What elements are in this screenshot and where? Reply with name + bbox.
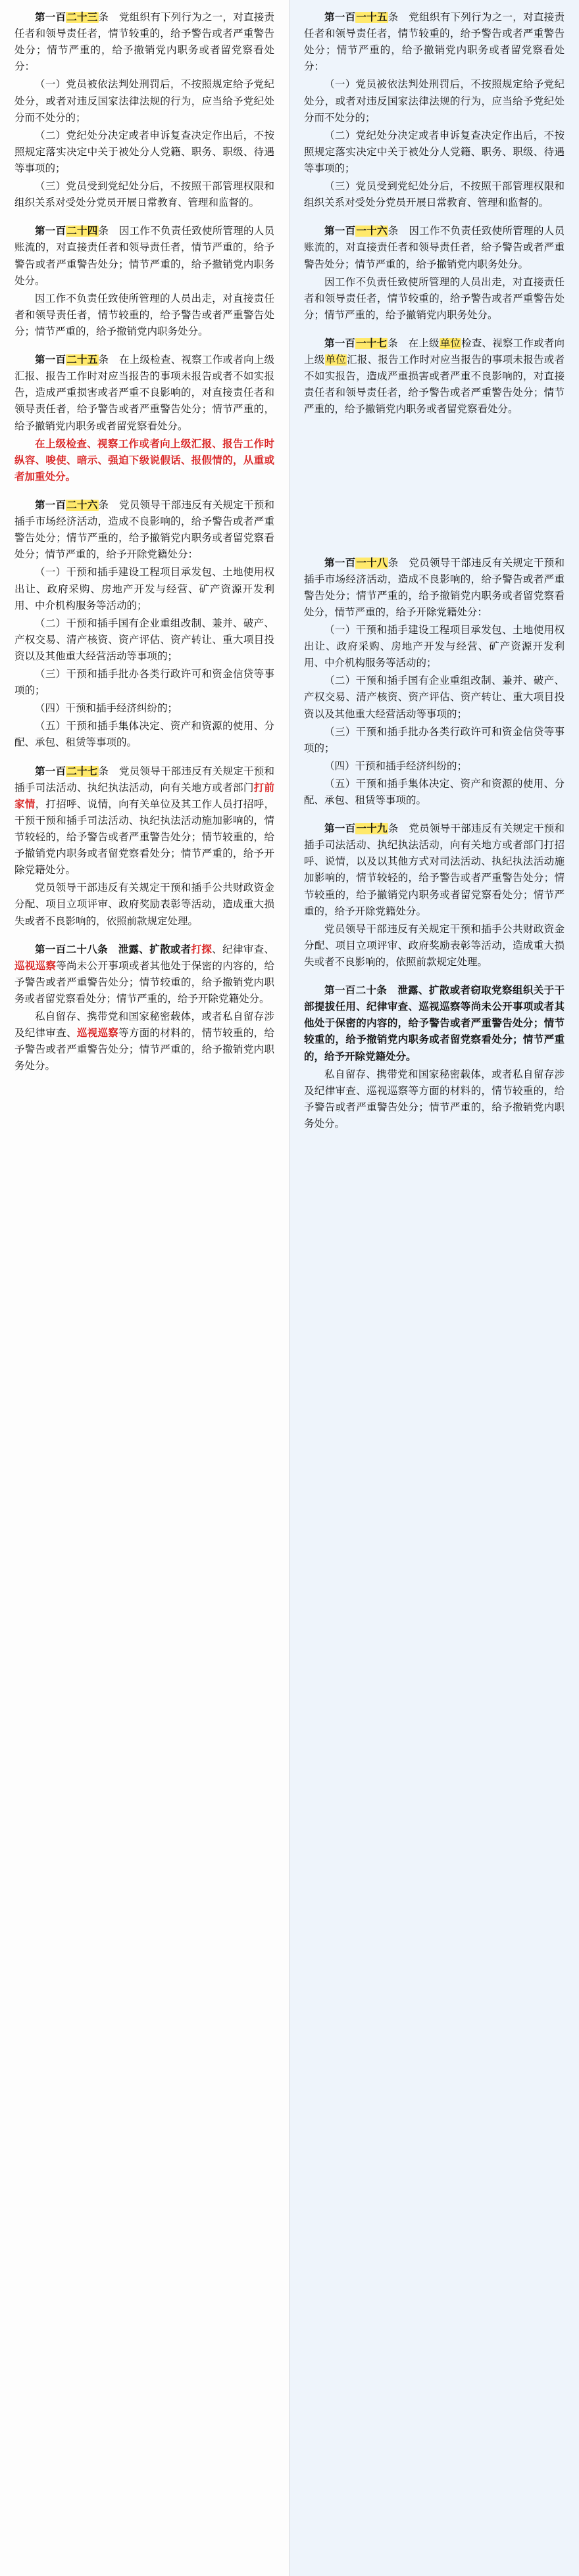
article-119-number-prefix: 第一百: [324, 823, 356, 835]
article-126-item-5: （五）干预和插手集体决定、资产和资源的使用、分配、承包、租赁等事项的。: [14, 721, 274, 749]
article-115: [304, 9, 565, 211]
article-118-heading-paragraph: [304, 555, 565, 621]
article-124-number-highlight: 二十四: [66, 226, 98, 237]
article-128-paragraph-2-red: 巡视巡察: [76, 1028, 119, 1039]
article-123-item-2: （二）党纪处分决定或者申诉复查决定作出后，不按照规定落实决定中关于被处分人党籍、职务、职级、待遇等事项的；: [14, 130, 274, 174]
article-115-item-1: （一）党员被依法判处刑罚后，不按照规定给予党纪处分，或者对违反国家法律法规的行为，应当给予党纪处分而不处分的；: [304, 79, 565, 124]
article-125: [14, 352, 274, 485]
article-128-paragraph-2-pre: 私自留存、携带党和国家秘密载体，或者私自留存涉及纪律审查、: [14, 1011, 274, 1039]
article-128-heading-middle: 、纪律审查、: [212, 943, 274, 955]
article-123-number-prefix: 第一百: [35, 12, 66, 23]
article-123-item-1: （一）党员被依法判处刑罚后，不按照规定给予党纪处分，或者对违反国家法律法规的行为，应当给予党纪处分而不处分的；: [14, 79, 274, 124]
article-117-heading-body-1: 条 在上级: [388, 337, 440, 349]
article-123-number-highlight: 二十三: [66, 12, 98, 23]
article-116-paragraph-2: 因工作不负责任致使所管理的人员出走，对直接责任者和领导责任者，情节较重的，给予警告或者严重警告处分；情节严重的，给予撤销党内职务处分。: [304, 276, 565, 321]
article-117-highlight-unit-1: 单位: [440, 337, 461, 349]
article-118-item-2: （二）干预和插手国有企业重组改制、兼并、破产、产权交易、清产核资、资产评估、资产转让、重大项目投资以及其他重大经营活动等事项的；: [304, 675, 565, 720]
article-127-heading-body-1: 条 党员领导干部违反有关规定干预和插手司法活动、执纪执法活动，向有关地方或者部门: [14, 765, 274, 794]
article-126-item-3: （三）干预和插手批办各类行政许可和资金信贷等事项的；: [14, 669, 274, 697]
article-119: [304, 821, 565, 970]
article-124-number-prefix: 第一百: [35, 226, 66, 237]
article-115-number-highlight: 一十五: [356, 12, 388, 23]
article-117-number-highlight: 一十七: [356, 337, 388, 349]
article-116-number-prefix: 第一百: [324, 226, 356, 237]
article-128-heading-paragraph: [14, 942, 274, 1007]
article-120-heading-text: 第一百二十条 泄露、扩散或者窃取党察组织关于干部提拔任用、纪律审查、巡视巡察等尚未公开事项或者其他处于保密的内容的，给予警告或者严重警告处分；情节较重的，给予撤销党内职务或者留党察看处分；情节严重的，给予开除党籍处分。: [304, 985, 565, 1062]
article-127-number-highlight: 二十七: [66, 765, 98, 777]
article-118-number-prefix: 第一百: [324, 557, 356, 569]
article-120-paragraph-2: 私自留存、携带党和国家秘密载体，或者私自留存涉及纪律审查、巡视巡察等方面的材料的，情节较重的，给予警告或者严重警告处分；情节严重的，给予撤销党内职务处分。: [304, 1068, 565, 1130]
article-124-heading-paragraph: [14, 223, 274, 289]
article-126-item-4: （四）干预和插手经济纠纷的；: [35, 703, 178, 715]
article-118-item-3: （三）干预和插手批办各类行政许可和资金信贷等事项的；: [304, 726, 565, 754]
article-128: [14, 942, 274, 1075]
article-119-number-highlight: 一十九: [356, 823, 388, 835]
article-116-heading-paragraph: [304, 223, 565, 272]
article-127-heading-body-2: ，打招呼、说情，向有关单位及其工作人员打招呼，干预干预和插手司法活动、执纪执法活动施加影响的，情节较轻的，给予警告或者严重警告处分；情节较重的，给予撤销党内职务或者留党察看处分；情节严重的，给予开除党籍处分。: [14, 798, 274, 876]
article-127: [14, 763, 274, 930]
article-118-item-1: （一）干预和插手建设工程项目承发包、土地使用权出让、政府采购、房地产开发与经营、矿产资源开发利用、中介机构服务等活动的；: [304, 624, 565, 669]
article-126: [14, 497, 274, 751]
article-115-item-3: （三）党员受到党纪处分后，不按照干部管理权限和组织关系对受处分党员开展日常教育、管理和监督的。: [304, 181, 565, 209]
article-118-number-highlight: 一十八: [356, 557, 388, 569]
article-116: [304, 223, 565, 323]
article-119-heading-body: 条 党员领导干部违反有关规定干预和插手司法活动、执纪执法活动，向有关地方或者部门打招呼、说情，以及以其他方式对司法活动、执纪执法活动施加影响的，情节较轻的，给予警告或者严重警告处分；情节较重的，给予撤销党内职务或者留党察看处分；情节严重的，给予开除党籍处分。: [304, 823, 565, 917]
article-124-heading-body: 条 因工作不负责任致使所管理的人员账流的，对直接责任者和领导责任者，情节严重的，给予警告或者严重警告处分；情节严重的，给予撤销党内职务处分。: [14, 226, 274, 287]
article-115-item-2: （二）党纪处分决定或者申诉复查决定作出后，不按照规定落实决定中关于被处分人党籍、职务、职级、待遇等事项的；: [304, 130, 565, 174]
article-120: [304, 982, 565, 1132]
article-125-number-highlight: 二十五: [66, 354, 98, 366]
article-127-paragraph-2: 党员领导干部违反有关规定干预和插手公共财政资金分配、项目立项评审、政府奖励表彰等活动，造成重大损失或者不良影响的，依照前款规定处理。: [14, 882, 274, 927]
article-118-heading-body: 条 党员领导干部违反有关规定干预和插手市场经济活动，造成不良影响的，给予警告或者严重警告处分；情节严重的，给予撤销党内职务或者留党察看处分，情节严重的，给予开除党籍处分：: [304, 557, 565, 618]
article-117-heading-body-2: 检查、视察工作或者向上级: [304, 337, 565, 366]
article-125-emphasis-paragraph: 在上级检查、视察工作或者向上级汇报、报告工作时纵容、唆使、暗示、强迫下级说假话、报假情的，从重或者加重处分。: [14, 438, 274, 483]
article-126-heading-body: 条 党员领导干部违反有关规定干预和插手市场经济活动，造成不良影响的，给予警告或者严重警告处分；情节严重的，给予撤销党内职务或者留党察看处分；情节严重的，给予开除党籍处分：: [14, 499, 274, 561]
article-119-paragraph-2: 党员领导干部违反有关规定干预和插手公共财政资金分配、项目立项评审、政府奖励表彰等活动，造成重大损失或者不良影响的，依照前款规定处理。: [304, 923, 565, 968]
article-126-item-1: （一）干预和插手建设工程项目承发包、土地使用权出让、政府采购、房地产开发与经营、矿产资源开发利用、中介机构服务等活动的；: [14, 567, 274, 611]
article-125-heading-paragraph: [14, 352, 274, 435]
article-117-heading-paragraph: [304, 335, 565, 418]
article-118: [304, 555, 565, 809]
article-123-heading-paragraph: [14, 9, 274, 75]
article-126-item-2: （二）干预和插手国有企业重组改制、兼并、破产、产权交易、清产核资、资产评估、资产转让、重大项目投资以及其他重大经营活动等事项的；: [14, 617, 274, 662]
article-128-red-phrase-1: 打探: [191, 943, 213, 955]
article-127-red-phrase: 打前家情: [14, 782, 274, 810]
article-125-number-prefix: 第一百: [35, 354, 66, 366]
article-126-heading-paragraph: [14, 497, 274, 563]
article-115-number-prefix: 第一百: [324, 12, 356, 23]
article-128-red-phrase-2: 巡视巡察: [14, 960, 57, 972]
article-118-item-4: （四）干预和插手经济纠纷的；: [324, 760, 468, 772]
article-125-heading-body: 条 在上级检查、视察工作或者向上级汇报、报告工作时对应当报告的事项未报告或者不如实报告，造成严重损害或者严重不良影响的，对直接责任者和领导责任者，给予警告或者严重警告处分；情节严重的，给予撤销党内职务或者留党察看处分。: [14, 354, 274, 432]
article-116-heading-body: 条 因工作不负责任致使所管理的人员账流的，对直接责任者和领导责任者，给予警告或者严重警告处分；情节严重的，给予撤销党内职务处分。: [304, 226, 565, 270]
article-127-heading-paragraph: [14, 763, 274, 879]
article-124-paragraph-2: 因工作不负责任致使所管理的人员出走，对直接责任者和领导责任者，情节较重的，给予警告或者严重警告处分；情节严重的，给予撤销党内职务处分。: [14, 293, 274, 337]
article-128-paragraph-2: [14, 1009, 274, 1074]
article-117: [304, 335, 565, 418]
article-115-heading-paragraph: [304, 9, 565, 75]
article-126-number-highlight: 二十六: [66, 499, 98, 511]
article-123: [14, 9, 274, 211]
article-116-number-highlight: 一十六: [356, 226, 388, 237]
article-126-number-prefix: 第一百: [35, 499, 66, 511]
article-128-paragraph-2-post: 等方面的材料的，情节较重的，给予警告或者严重警告处分；情节严重的，给予撤销党内职务处分。: [14, 1028, 274, 1072]
article-120-heading-paragraph: [304, 982, 565, 1065]
right-column-spacer: [304, 430, 565, 555]
article-124: [14, 223, 274, 340]
article-123-heading-body: 条 党组织有下列行为之一，对直接责任者和领导责任者，情节较重的，给予警告或者严重警告处分；情节严重的，给予撤销党内职务或者留党察看处分：: [14, 12, 274, 73]
article-117-number-prefix: 第一百: [324, 337, 356, 349]
article-118-item-5: （五）干预和插手集体决定、资产和资源的使用、分配、承包、租赁等事项的。: [304, 778, 565, 807]
article-117-heading-body-3: 汇报、报告工作时对应当报告的事项未报告或者不如实报告，造成严重损害或者严重不良影响的，对直接责任者和领导责任者，给予警告或者严重警告处分；情节严重的，给予撤销党内职务或者留党察看处分。: [304, 354, 565, 416]
right-column: [290, 0, 579, 2576]
article-128-heading-body: 等尚未公开事项或者其他处于保密的内容的，给予警告或者严重警告处分；情节较重的，给予撤销党内职务或者留党察看处分；情节严重的，给予开除党籍处分。: [14, 960, 274, 1005]
article-123-item-3: （三）党员受到党纪处分后，不按照干部管理权限和组织关系对受处分党员开展日常教育、管理和监督的。: [14, 181, 274, 209]
article-127-number-prefix: 第一百: [35, 765, 66, 777]
article-119-heading-paragraph: [304, 821, 565, 920]
article-115-heading-body: 条 党组织有下列行为之一，对直接责任者和领导责任者，情节较重的，给予警告或者严重警告处分；情节严重的，给予撤销党内职务或者留党察看处分：: [304, 12, 565, 73]
article-117-highlight-unit-2: 单位: [325, 354, 347, 366]
article-128-number-prefix: 第一百二十八条 泄露、扩散或者: [35, 943, 191, 955]
